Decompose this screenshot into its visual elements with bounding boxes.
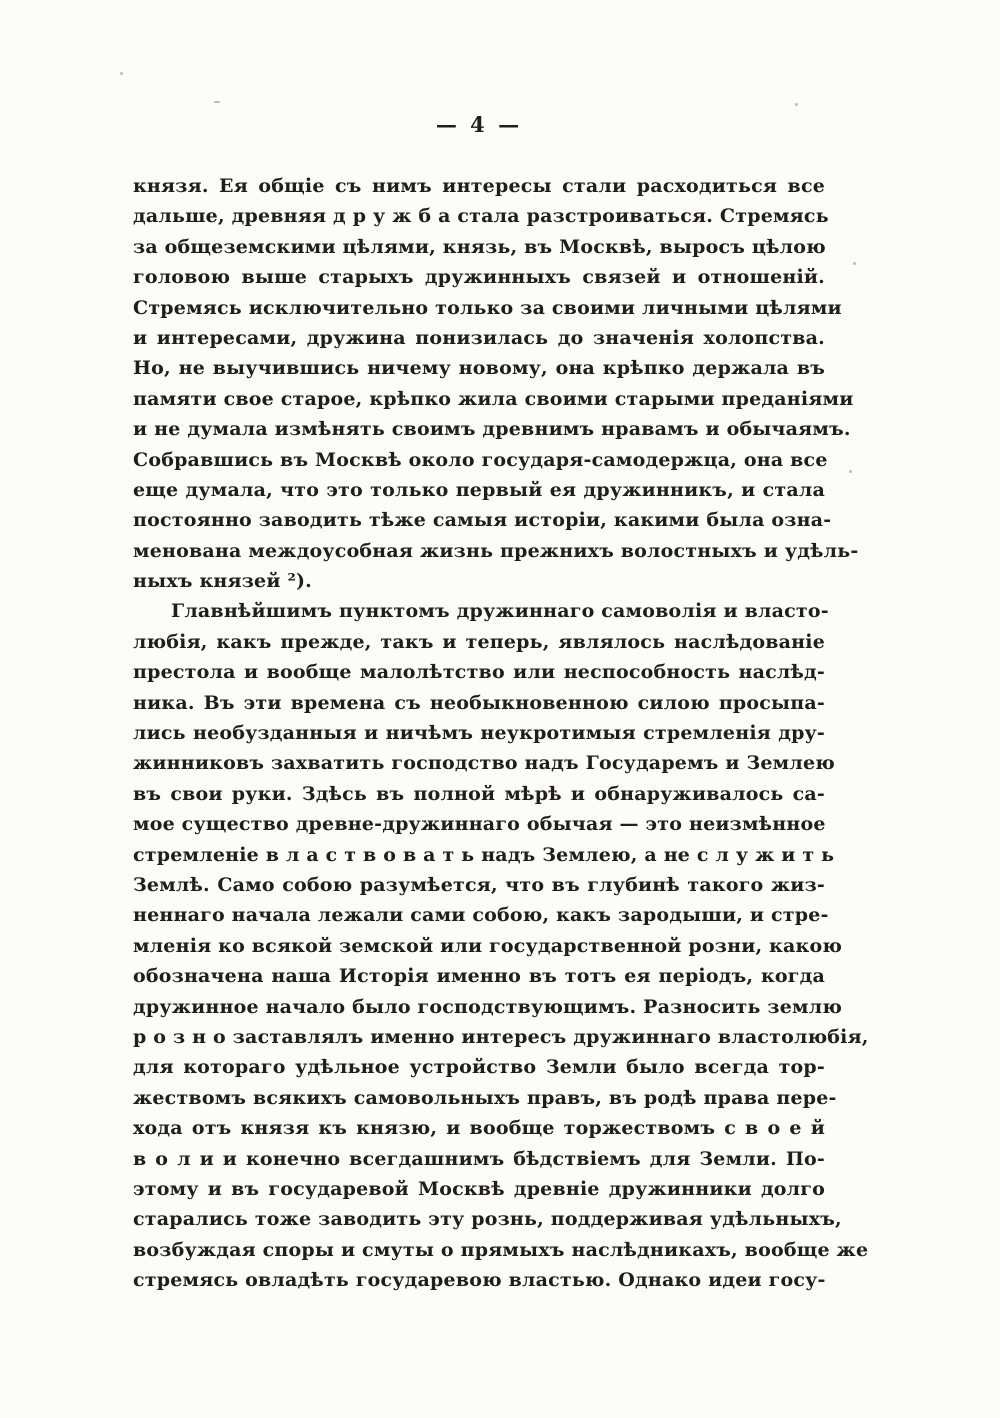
text-line: р о з н о заставлялъ именно интересъ дружиннаго властолюбія, (133, 1025, 869, 1048)
text-line: въ свои руки. Здѣсь въ полной мѣрѣ и обнаруживалось са- (133, 782, 825, 805)
text-line: за общеземскими цѣлями, князь, въ Москвѣ, выросъ цѣлою (133, 235, 826, 258)
text-line: Но, не выучившись ничему новому, она крѣпко держала въ (133, 357, 825, 380)
text-line: престола и вообще малолѣтство или неспособность наслѣд- (133, 661, 825, 684)
text-line: хода отъ князя къ князю, и вообще торжествомъ с в о е й (133, 1117, 825, 1140)
text-line: жинниковъ захватить господство надъ Государемъ и Землею (133, 752, 835, 775)
text-line: стремленіе в л а с т в о в а т ь надъ Землею, а не с л у ж и т ь (133, 843, 835, 866)
scan-speck (795, 103, 798, 106)
text-line: князя. Ея общіе съ нимъ интересы стали расходиться все (133, 175, 825, 197)
text-line: стремясь овладѣть государевою властью. Однако идеи госу- (133, 1269, 826, 1292)
text-line: Землѣ. Само собою разумѣется, что въ глубинѣ такого жиз- (133, 873, 825, 896)
text-line: неннаго начала лежали сами собою, какъ зародыши, и стре- (133, 904, 829, 927)
text-line: ныхъ князей ²). (133, 570, 312, 593)
page-number: — 4 — (435, 112, 523, 137)
text-line: Главнѣйшимъ пунктомъ дружиннаго самоволія и власто- (171, 600, 829, 623)
text-block (133, 171, 869, 1295)
text-line: лись необузданныя и ничѣмъ неукротимыя стремленія дру- (133, 722, 825, 745)
text-line: дружинное начало было господствующимъ. Разносить землю (133, 995, 843, 1018)
text-line: и не думала измѣнять своимъ древнимъ нравамъ и обычаямъ. (133, 418, 851, 441)
text-line: в о л и и конечно всегдашнимъ бѣдствіемъ для Земли. По- (133, 1147, 825, 1170)
scan-speck (849, 470, 852, 473)
scan-speck (120, 72, 123, 75)
text-line: старались тоже заводить эту рознь, поддерживая удѣльныхъ, (133, 1208, 842, 1231)
text-line: ника. Въ эти времена съ необыкновенною силою просыпа- (133, 691, 825, 714)
scan-speck (214, 101, 220, 103)
text-line: любія, какъ прежде, такъ и теперь, являлось наслѣдованіе (133, 630, 825, 653)
text-line: Стремясь исключительно только за своими личными цѣлями (133, 296, 842, 319)
text-line: головою выше старыхъ дружинныхъ связей и отношеній. (133, 266, 825, 289)
text-line: возбуждая споры и смуты о прямыхъ наслѣдникахъ, вообще же (133, 1238, 869, 1261)
text-line: жествомъ всякихъ самовольныхъ правъ, въ родѣ права пере- (133, 1086, 837, 1109)
text-line: Собравшись въ Москвѣ около государя-самодержца, она все (133, 448, 828, 471)
text-line: мленія ко всякой земской или государственной розни, какою (133, 934, 843, 957)
text-line: памяти свое старое, крѣпко жила своими старыми преданіями (133, 387, 854, 410)
text-line: еще думала, что это только первый ея дружинникъ, и стала (133, 478, 825, 501)
paragraph (133, 171, 859, 596)
text-line: мое существо древне-дружиннаго обычая — это неизмѣнное (133, 813, 826, 836)
scan-speck (853, 262, 856, 265)
text-line: постоянно заводить тѣже самыя исторіи, какими была озна- (133, 509, 832, 532)
text-line: и интересами, дружина понизилась до значенія холопства. (133, 326, 825, 349)
text-line: этому и въ государевой Москвѣ древніе дружинники долго (133, 1177, 825, 1200)
paragraph (133, 596, 869, 1295)
text-line: обозначена наша Исторія именно въ тотъ ея періодъ, когда (133, 965, 825, 988)
text-line: менована междоусобная жизнь прежнихъ волостныхъ и удѣль- (133, 539, 859, 562)
text-line: для котораго удѣльное устройство Земли было всегда тор- (133, 1056, 825, 1079)
text-line: дальше, древняя д р у ж б а стала разстроиваться. Стремясь (133, 205, 829, 228)
